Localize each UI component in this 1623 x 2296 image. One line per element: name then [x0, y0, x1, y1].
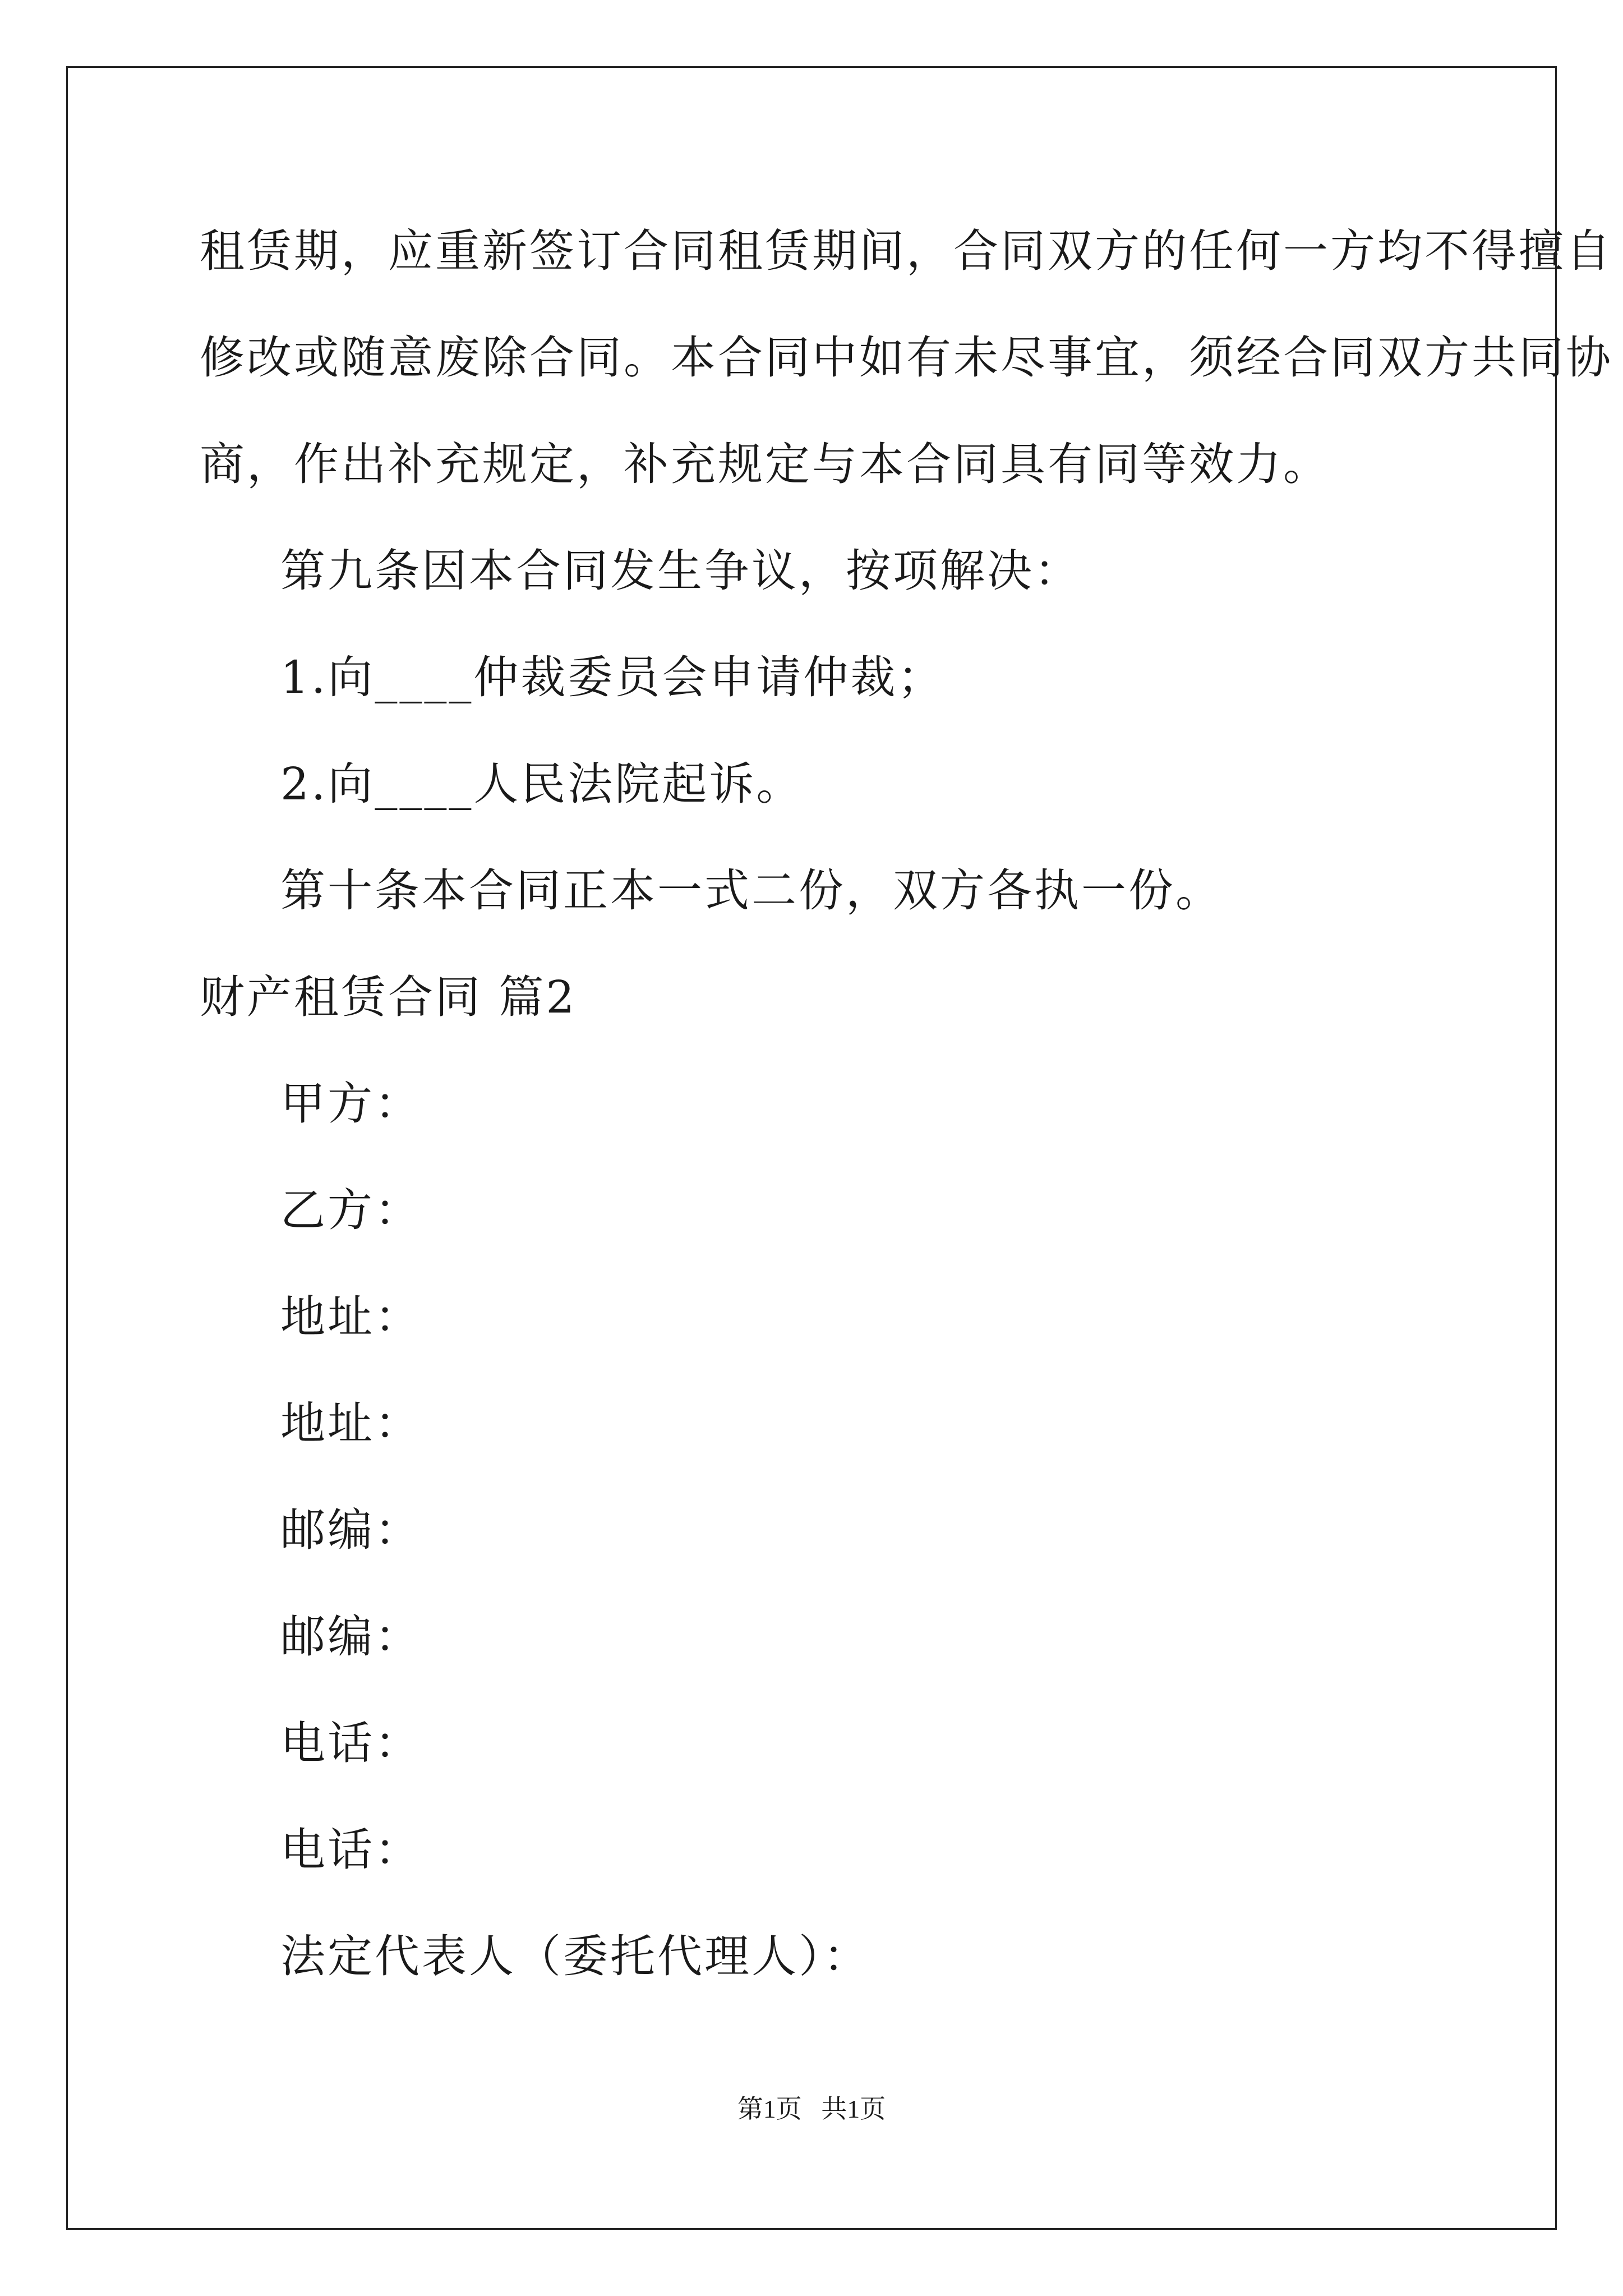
list-item-court: 2.向____人民法院起诉。 — [280, 758, 804, 810]
page-border — [66, 66, 1557, 2230]
phone-label: 电话： — [280, 1824, 422, 1876]
party-b-label: 乙方： — [280, 1184, 422, 1236]
body-text-line: 商，作出补充规定，补充规定与本合同具有同等效力。 — [200, 438, 1330, 490]
legal-representative-label: 法定代表人（委托代理人）： — [280, 1930, 870, 1982]
postcode-label: 邮编： — [280, 1504, 422, 1556]
address-label: 地址： — [280, 1291, 422, 1343]
article-ten-text: 第十条本合同正本一式二份，双方各执一份。 — [280, 864, 1223, 917]
party-a-label: 甲方： — [280, 1078, 422, 1130]
list-item-arbitration: 1.向____仲裁委员会申请仲裁； — [280, 651, 945, 703]
section-title: 财产租赁合同 篇2 — [200, 971, 577, 1023]
page-number-footer: 第1页 共1页 — [737, 2095, 886, 2123]
body-text-line: 修改或随意废除合同。本合同中如有未尽事宜，须经合同双方共同协 — [200, 332, 1613, 384]
address-label: 地址： — [280, 1397, 422, 1450]
article-nine-heading: 第九条因本合同发生争议，按项解决： — [280, 545, 1081, 597]
postcode-label: 邮编： — [280, 1611, 422, 1663]
body-text-line: 租赁期，应重新签订合同租赁期间，合同双方的任何一方均不得擅自 — [200, 225, 1613, 277]
phone-label: 电话： — [280, 1717, 422, 1769]
